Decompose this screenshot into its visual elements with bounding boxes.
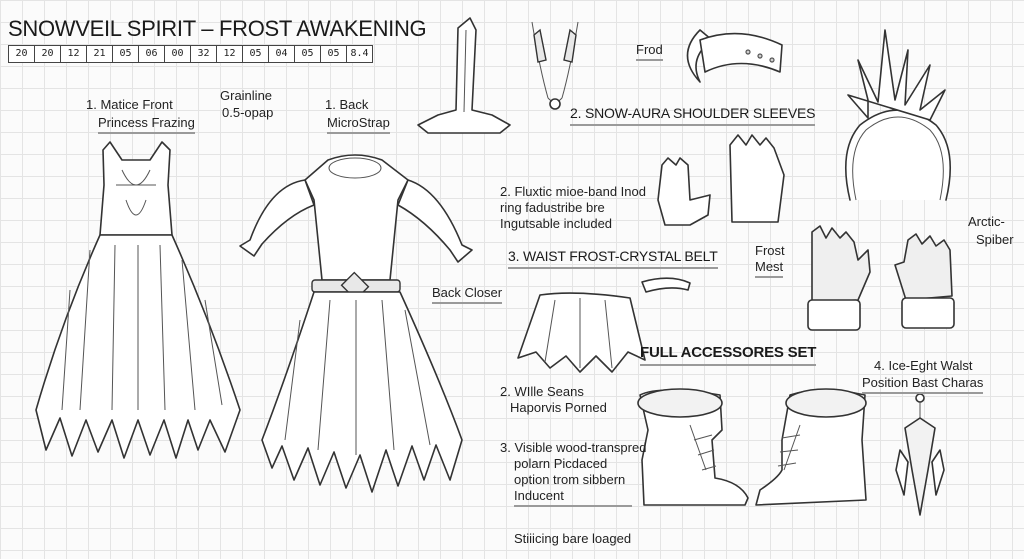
frost-mest-label-2: Mest <box>755 259 783 278</box>
ruler-cell: 05 <box>321 46 347 62</box>
visible-note-line-4: Inducent <box>514 488 632 507</box>
boots-sketch <box>638 389 866 505</box>
frost-mest-label-1: Frost <box>755 243 785 258</box>
ice-light-label-2: Position Bast Charas <box>862 375 983 394</box>
ice-light-label-1: 4. Ice-Eght Walst <box>874 358 973 373</box>
necklace-sketch <box>532 22 578 109</box>
crystal-pillar-sketch <box>418 18 510 133</box>
ruler-cell: 32 <box>191 46 217 62</box>
ruler-cell: 20 <box>9 46 35 62</box>
ruler-cell: 05 <box>243 46 269 62</box>
back-title-label: 1. Back <box>325 97 369 112</box>
visible-note-line-1: 3. Visible wood-transpred <box>500 440 647 455</box>
crescent-bracelet-sketch <box>688 30 783 82</box>
ruler-cell: 12 <box>61 46 87 62</box>
back-closer-label: Back Closer <box>432 285 502 304</box>
arctic-label-1: Arctic- <box>968 214 1005 229</box>
front-title-label: 1. Matice Front <box>86 97 173 112</box>
arctic-label-2: Spiber <box>976 232 1014 247</box>
ruler-cell: 8.4 <box>350 48 369 59</box>
grainline-label: Grainline <box>220 88 273 103</box>
wire-seams-label-2: Haporvis Porned <box>510 400 607 415</box>
ruler-cell: 05 <box>113 46 139 62</box>
accessories-heading: FULL ACCESSORES SET <box>640 344 816 366</box>
ruler-cell: 06 <box>139 46 165 62</box>
ruler-cell: 21 <box>87 46 113 62</box>
wire-seams-label-1: 2. WIlle Seans <box>500 384 584 399</box>
ruler-cell: 05 <box>295 46 321 62</box>
waist-belt-heading: 3. WAIST FROST-CRYSTAL BELT <box>508 247 718 269</box>
visible-note-line-3: option trom sibbern <box>514 472 626 487</box>
front-subtitle-label: Princess Frazing <box>98 115 195 134</box>
back-dress-sketch <box>240 155 472 492</box>
back-subtitle-label: MicroStrap <box>327 115 390 134</box>
shoulder-sleeves-heading: 2. SNOW-AURA SHOULDER SLEEVES <box>570 104 815 126</box>
band-note-line-2: ring fadustribe bre <box>500 200 605 215</box>
ruler-cell: 00 <box>165 46 191 62</box>
visible-note-line-2: polarn Picdaced <box>514 456 608 471</box>
ruler-cell: 12 <box>217 46 243 62</box>
large-gloves-sketch <box>808 226 954 330</box>
page-title: SNOWVEIL SPIRIT – FROST AWAKENING <box>8 16 427 41</box>
bottom-note-label: Stiiicing bare loaged <box>514 531 632 546</box>
tiara-sketch <box>846 30 950 200</box>
frod-label: Frod <box>636 42 663 61</box>
band-note-line-1: 2. Fluxtic mioe-band Inod <box>500 184 646 199</box>
band-note-line-3: Ingutsable included <box>500 216 613 231</box>
crystal-charm-sketch <box>896 394 944 515</box>
grainline-sub-label: 0.5-opap <box>222 105 274 120</box>
ruler-cell: 20 <box>35 46 61 62</box>
ruler-cell: 04 <box>269 46 295 62</box>
front-dress-sketch <box>36 142 240 458</box>
small-gloves-sketch <box>658 135 784 225</box>
